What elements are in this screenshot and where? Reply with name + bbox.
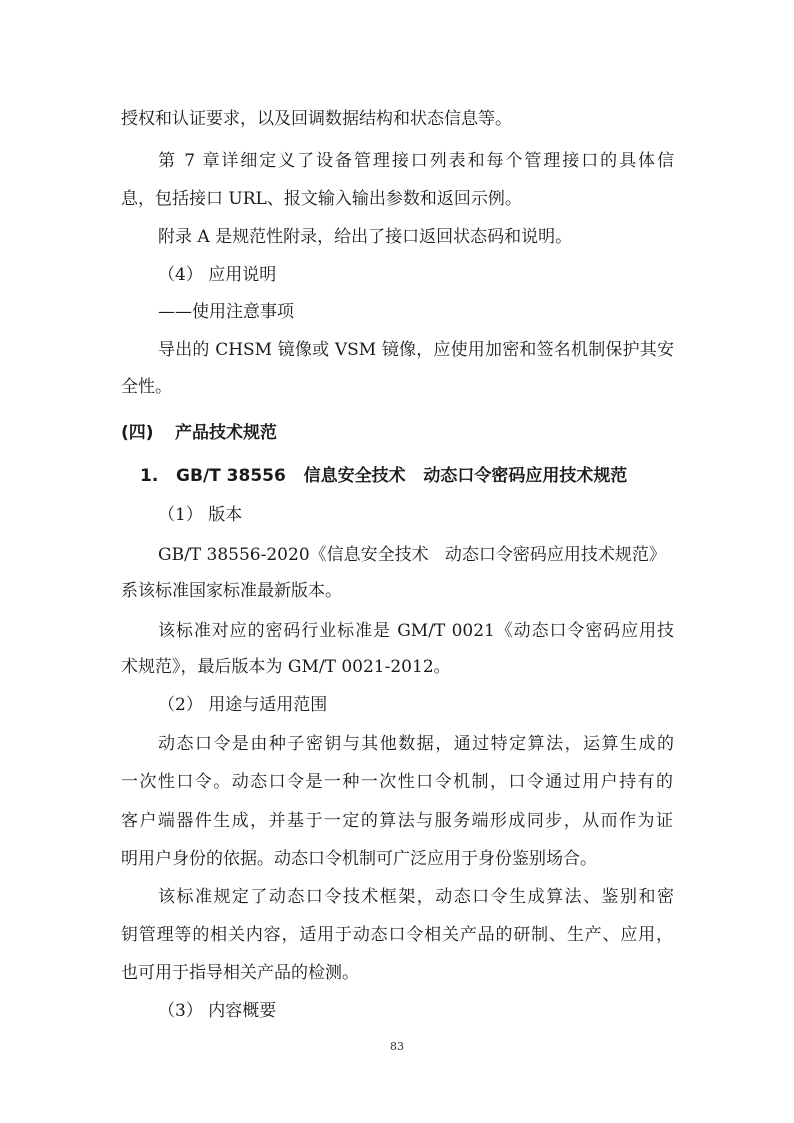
paragraph-line: 系该标准国家标准最新版本。 — [121, 581, 342, 601]
list-dash-item: ——使用注意事项 — [158, 302, 294, 322]
standard-heading: 1. GB/T 38556 信息安全技术 动态口令密码应用技术规范 — [140, 466, 628, 486]
paragraph-line: 附录 A 是规范性附录，给出了接口返回状态码和说明。 — [158, 227, 573, 247]
paragraph-line: GB/T 38556-2020《信息安全技术 动态口令密码应用技术规范》 — [158, 545, 666, 565]
paragraph-line: 一次性口令。动态口令是一种一次性口令机制，口令通过用户持有的 — [121, 772, 673, 792]
paragraph-line: 全性。 — [121, 377, 172, 397]
paragraph-line: 也可用于指导相关产品的检测。 — [121, 963, 359, 983]
paragraph-line: 授权和认证要求，以及回调数据结构和状态信息等。 — [121, 109, 512, 129]
paragraph-line: 钥管理等的相关内容，适用于动态口令相关产品的研制、生产、应用， — [121, 925, 673, 945]
paragraph-line: 术规范》，最后版本为 GM/T 0021-2012。 — [121, 657, 451, 677]
subsection-label: （2） 用途与适用范围 — [158, 695, 328, 715]
section-heading-number: (四) — [121, 423, 154, 443]
paragraph-line: 该标准规定了动态口令技术框架，动态口令生成算法、鉴别和密 — [158, 887, 674, 907]
paragraph-line: 导出的 CHSM 镜像或 VSM 镜像，应使用加密和签名机制保护其安 — [158, 340, 674, 360]
subsection-label: （1） 版本 — [158, 505, 243, 525]
paragraph-line: 第 7 章详细定义了设备管理接口列表和每个管理接口的具体信 — [158, 151, 674, 171]
paragraph-line: 息，包括接口 URL、报文输入输出参数和返回示例。 — [121, 189, 522, 209]
paragraph-line: 该标准对应的密码行业标准是 GM/T 0021《动态口令密码应用技 — [158, 621, 674, 641]
paragraph-line: 客户端器件生成，并基于一定的算法与服务端形成同步，从而作为证 — [121, 811, 673, 831]
subsection-label: （4） 应用说明 — [158, 265, 277, 285]
section-heading-text: 产品技术规范 — [175, 423, 277, 443]
page-number: 83 — [390, 1040, 404, 1053]
subsection-label: （3） 内容概要 — [158, 1001, 277, 1021]
paragraph-line: 动态口令是由种子密钥与其他数据，通过特定算法，运算生成的 — [158, 734, 674, 754]
paragraph-line: 明用户身份的依据。动态口令机制可广泛应用于身份鉴别场合。 — [121, 849, 597, 869]
